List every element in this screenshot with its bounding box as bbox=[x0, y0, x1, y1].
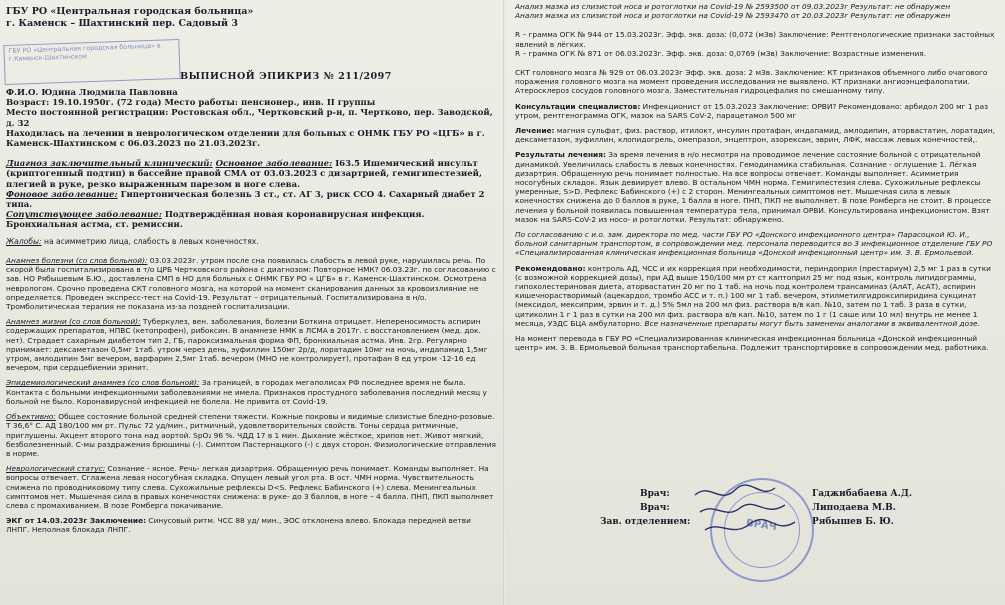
hospital-address: г. Каменск – Шахтинский пер. Садовый 3 bbox=[6, 17, 239, 29]
treatment-text: магния сульфат, физ. раствор, итилокт, инсулин протафан, индапамид, амлодипин, аторвастатин, лоратадин, дексаметазон, эуфиллин, клопидогрель, омепразол, энцептрон, азорексан, эврин, ЛФК, массаж левых конечностей,. bbox=[515, 126, 996, 145]
patient-name: Ф.И.О. Юдина Людмила Павловна bbox=[6, 88, 178, 98]
complaints-text: на асимметрию лица, слабость в левых конечностях. bbox=[44, 236, 259, 246]
covid-test-2: Анализ мазка из слизистой носа и ротоглотки на Covid-19 № 2593470 от 20.03.2023г Результат: не обнаружен bbox=[515, 11, 951, 21]
transfer-final: На момент перевода в ГБУ РО «Специализированная клиническая инфекционная больница «Донской инфекционный центр» им. З. В. Ермольевой больная транспортабельна. Подлежит транспортировке в сопровождении мед. работника. bbox=[515, 334, 989, 353]
recommend-note: Все назначенные препараты могут быть заменены аналогами в эквивалентной дозе. bbox=[644, 318, 980, 328]
signature-scribbles bbox=[690, 480, 810, 540]
anamnesis-morbi bbox=[6, 256, 496, 311]
neurological-status bbox=[6, 464, 496, 510]
recommend-text: контроль АД, ЧСС и их коррекция при необходимости, периндоприл (престариум) 2,5 мг 1 раз в сутки (с возможной коррекцией дозы), при АД выше 150/100 мм рт ст каптоприл 25 мг под язык, контроль липидограммы, гипохолестериновая диета, аторвастатин 20 мг по 1 таб. на ночь под контролем трансаминаз (АлАТ, АсАТ), аспирин кишечнорастворимый (ацекардол, тромбо АСС и т. п.) 100 мг 1 таб. вечером, этилметилгидроксипиридина сукцинат (мексидол, мексиприм, эрвин и т. д.) 5% 5мл на 200 мл физ. раствора в/в кап. №10, затем по 1 таб. 3 раза в сутки, цитиколин 1 г 1 раз в сутки на 200 мл физ. раствора в/в кап. №10, затем по 1 г (1 саше или 10 мл) внутрь не менее 1 месяца, УЗДС БЦА амбулаторно. bbox=[515, 263, 991, 328]
sign-label-doctor-1: Врач: bbox=[640, 489, 670, 499]
treatment-results bbox=[515, 150, 999, 224]
ekg-text: Синусовый ритм. ЧСС 88 уд/ мин., ЭОС отклонена влево. Блокада передней ветви ЛНПГ. Неполная блокада ЛНПГ. bbox=[6, 516, 471, 535]
neuro-label: Неврологический статус: bbox=[6, 464, 106, 474]
diagnosis-co: Подтверждённая новая коронавирусная инфекция. Бронхиальная астма, ст. ремиссии. bbox=[6, 210, 425, 231]
consult-text: Инфекционист от 15.03.2023 Заключение: ОРВИ? Рекомендовано: арбидол 200 мг 1 раз утром, рентгенограмма ОГК, мазок на SARS CoV-2, парацетамол 500 мг bbox=[515, 101, 989, 120]
diagnosis-bg-label: Фоновое заболевание: bbox=[6, 189, 118, 200]
epid-text: За границей, в городах мегаполисах РФ последнее время не была. Контакта с больными инфекционными заболеваниями не имела. Признаков простудного заболевания последний месяц у больной не было. Коронавирусной инфекцией не болела. Не привита от Covid-19. bbox=[6, 378, 487, 406]
treatment bbox=[515, 126, 999, 144]
anamnesis-label: Анамнез болезни (со слов больной): bbox=[6, 256, 148, 266]
ekg-label: ЭКГ от 14.03.2023г Заключение: bbox=[6, 516, 147, 526]
document-title: ВЫПИСНОЙ ЭПИКРИЗ № 211/2097 bbox=[180, 71, 392, 82]
consult-label: Консультации специалистов: bbox=[515, 101, 641, 111]
ekg bbox=[6, 516, 496, 534]
objective-text: Общее состояние больной средней степени тяжести. Кожные покровы и видимые слизистые бледно-розовые. Т 36,6° С. АД 180/100 мм рт. Пульс 72 уд/мин., ритмичный, удовлетворительных свойств. Тоны сердца ритмичные, приглушены. Акцент второго тона над аортой. SpO₂ 96 %. ЧДД 17 в 1 мин. Дыхание жёсткое, хрипов нет. Живот мягкий, безболезненный. С-мы раздражения брюшины (-). Симптом Пастернацкого (-) с двух сторон. Физиологические отправления в норме. bbox=[6, 412, 497, 458]
diagnosis-background bbox=[6, 190, 496, 210]
sign-name-doctor-2: Липодаева М.В. bbox=[812, 503, 896, 513]
diagnosis-head: Диагноз заключительный клинический: bbox=[6, 159, 213, 170]
patient-registration: Место постоянной регистрации: Ростовская обл., Чертковский р-н, п. Чертково, пер. Заводской, д. 32 bbox=[6, 108, 493, 129]
hospital-name: ГБУ РО «Центральная городская больница» bbox=[6, 6, 254, 17]
xray-2: R – грамма ОГК № 871 от 06.03.2023г. Эфф. экв. доза: 0,0769 (мЗв) Заключение: Возрастные изменения. bbox=[515, 48, 927, 58]
epidemiology bbox=[6, 378, 496, 406]
sign-label-head: Зав. отделением: bbox=[600, 517, 691, 527]
recommendations bbox=[515, 264, 999, 328]
ct-result: СКТ головного мозга № 929 от 06.03.2023г Эфф. экв. доза: 2 мЗв. Заключение: КТ признаков объемного либо очагового поражения головного мозга на момент проведения исследования не выявлено. КТ признаки ангиоэнцефалопатии. Атеросклероз сосудов головного мозга. Заместительная гидроцефалия по смешанному типу. bbox=[515, 68, 988, 96]
transfer-agreement: По согласованию с и.о. зам. директора по мед. части ГБУ РО «Донского инфекционного центра» Парасоцкой Ю. И., больной санитарным транспортом, в сопровождении мед. персонала переводится во 3 инфекционное отделение ГБУ РО «Специализированная клиническая инфекционная больница «Донской инфекционный центр» им. З. В. Ермольевой. bbox=[515, 230, 993, 258]
diagnosis-concomitant bbox=[6, 210, 496, 230]
results-label: Результаты лечения: bbox=[515, 150, 606, 160]
diagnosis-block bbox=[6, 159, 496, 190]
objective-status bbox=[6, 412, 496, 458]
sign-name-doctor-1: Гаджибабаева А.Д. bbox=[812, 489, 913, 499]
round-stamp-text: ВРАЧ bbox=[745, 517, 778, 534]
xray-1: R – грамма ОГК № 944 от 15.03.2023г. Эфф. экв. доза: (0,072 (мЗв) Заключение: Рентгенологические признаки застойных явлений в лёгких. bbox=[515, 30, 995, 49]
complaints-label: Жалобы: bbox=[6, 236, 42, 246]
results-text: За время лечения в н/о несмотря на проводимое лечение состояние больной с отрицательной динамикой. Увеличилась слабость в левых конечностях. Гемодинамика стабильная. Сознание - оглушение 1. Лёгкая дизартрия. Обращенную речь понимает полностью. На все вопросы отвечает. Команды выполняет. Асимметрия носогубных складок. Язык девиирует влево. В остальном ЧМН норма. Гемигипестезия слева. Сухожильные рефлексы умеренные, S>D. Рефлекс Бабинского (+) с 2 сторон. Менингеальных симптомов нет. Мышечная сила в левых конечностях снижена до 0 баллов в руке, 1 балла в ноге. ПНП, ПКП не выполняет. В позе Ромберга не стоит. В процессе лечения у больной появилась повышенная температура тела, принимал ОРВИ. Консультирована инфекционистом. Взят мазок на SARS-CoV-2 из носо- и ротоглотки. Результат: обнаружено. bbox=[515, 150, 991, 224]
diagnosis-bg: Гипертоническая болезнь 3 ст., ст. АГ 3, риск ССО 4. Сахарный диабет 2 типа. bbox=[6, 189, 485, 211]
consultations bbox=[515, 102, 999, 120]
objective-label: Объективно: bbox=[6, 412, 56, 422]
recommend-label: Рекомендовано: bbox=[515, 263, 586, 273]
patient-stay: Находилась на лечении в неврологическом отделении для больных с ОНМК ГБУ РО «ЦГБ» в г. Каменск-Шахтинском с 06.03.2023 по 21.03.2023г. bbox=[6, 128, 485, 150]
covid-test-1: Анализ мазка из слизистой носа и ротоглотки на Covid-19 № 2593500 от 09.03.2023г Результат: не обнаружен bbox=[515, 2, 951, 11]
vitae-text: Туберкулез, вен. заболевания, болезни Боткина отрицает. Непереносимость аспирин содержащих препаратов, НПВС (кетопрофен), рибоксин. В анамнезе НМК в ЛСМА в 2017г. с восстановлением (мед. док. нет). Страдает сахарным диабетом тип 2, ГБ, пароксизмальная форма ФП, бронхиальная астма. Инв. 2гр. Регулярно принимает: дексаметазон 0,5мг 1таб. утром через день, эуфиллин 150мг 2р/д, лоратадин 10мг на ночь, индапамид 1,5мг утром, амлодипин 5мг вечером, варфарин 2,5мг 1таб. вечером (МНО не контролирует), протафан 8 ед утром -12-16 ед вечером, при сердцебиении эринит. bbox=[6, 317, 488, 373]
diagnosis-co-label: Сопутствующее заболевание: bbox=[6, 210, 162, 221]
anamnesis-vitae bbox=[6, 317, 496, 372]
diagnosis-main: I63.5 Ишемический инсульт (криптогенный подтип) в бассейне правой СМА от 03.03.2023 с дизартрией, гемигипестезией, плегией в руке, резко выраженным парезом в ноге слева. bbox=[6, 159, 482, 190]
neuro-text: Сознание - ясное. Речь- легкая дизартрия. Обращенную речь понимает. Команды выполняет. На вопросы отвечает. Сглажена левая носогубная складка. Опущен левый угол рта. В ост. ЧМН норма. Чувствительность снижена по проводниковому типу слева. Сухожильные рефлексы D<S. Рефлекс Бабинского (+) слева. Менингеальных симптомов нет. Мышечная сила в правых конечностях снижена: в руке- до 3 баллов, в ноге – 4 балла. ПНП, ПКП выполняет слева с промахиванием. В позе Ромберга покачивание. bbox=[6, 464, 494, 510]
epid-label: Эпидемиологический анамнез (со слов больной): bbox=[6, 378, 200, 388]
hospital-stamp bbox=[3, 39, 180, 85]
hospital-stamp-text: ГБУ РО «Центральная городская больница» в г.Каменск-Шахтинском bbox=[8, 42, 161, 63]
anamnesis-text: 03.03.2023г. утром после сна появилась слабость в левой руке, нарушилась речь. По скорой была госпитализирована в т/о ЦРБ Чертковского района с диагнозом: Повторное НМК? 06.03.23г. по согласованию с зав. НО Рябышевым Б.Ю., доставлена СМП в НО для больных с ОНМК ГБУ РО « ЦГБ» в г. Каменск-Шахтинском. Осмотрена неврологом. Срочно проведена СКТ головного мозга, на которой на момент сканирования данных за кровоизлияние не определяется. Проведен экспресс-тест на Covid-19. Результат – отрицательный. Госпитализирована в н/о. Тромболитическая терапия не показана из-за поздней госпитализации. bbox=[6, 256, 496, 312]
patient-age: Возраст: 19.10.1950г. (72 года) Место работы: пенсионер., инв. II группы bbox=[6, 98, 376, 109]
vitae-label: Анамнез жизни (со слов больной): bbox=[6, 317, 141, 327]
treatment-label: Лечение: bbox=[515, 126, 555, 136]
complaints bbox=[6, 237, 496, 246]
diagnosis-main-label: Основное заболевание: bbox=[215, 159, 333, 170]
sign-name-head: Рябышев Б. Ю. bbox=[812, 517, 894, 527]
sign-label-doctor-2: Врач: bbox=[640, 503, 670, 513]
